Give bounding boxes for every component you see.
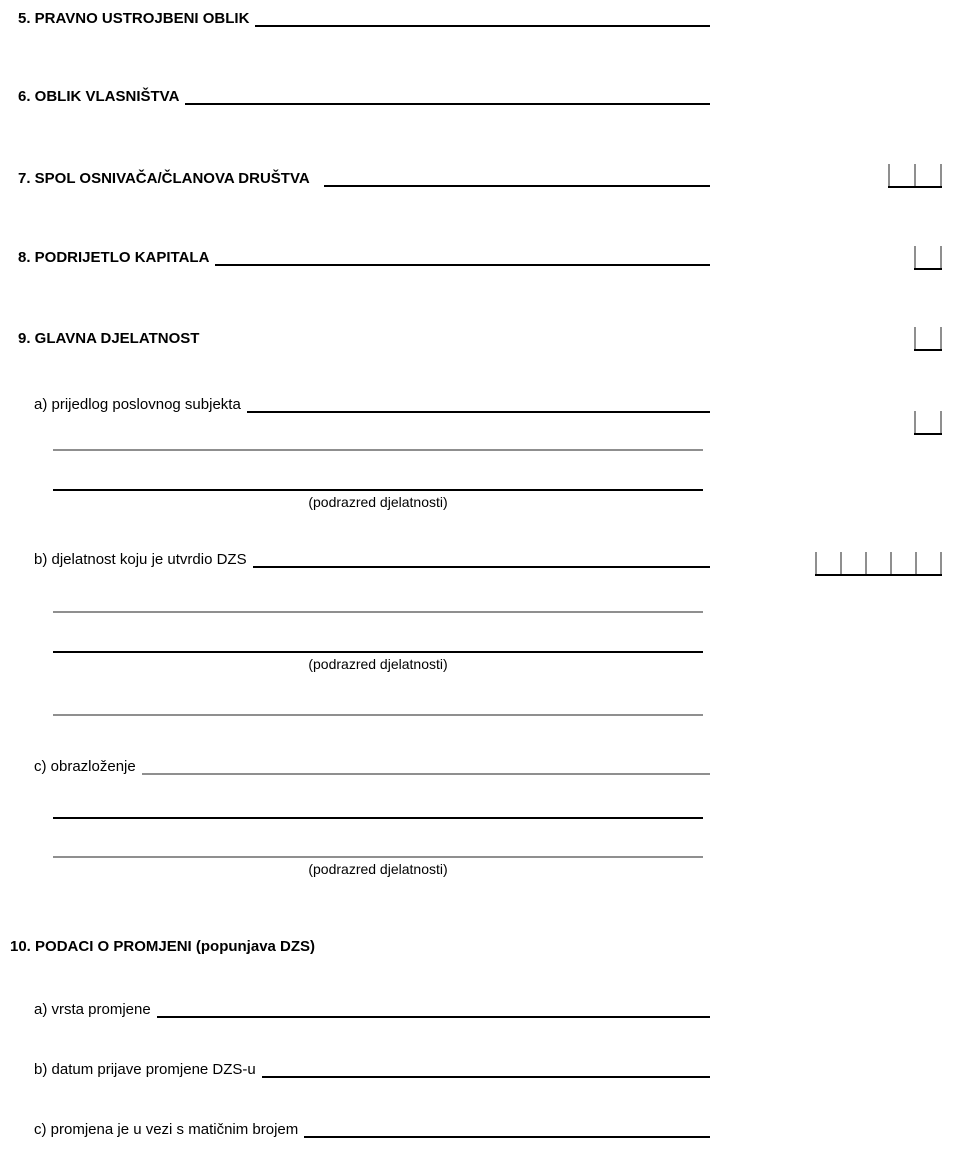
digit-cell[interactable] bbox=[890, 552, 915, 574]
form-item-9a bbox=[34, 396, 710, 414]
item9c-continuation-line-2[interactable] bbox=[53, 856, 703, 858]
item6-write-in-line[interactable] bbox=[185, 103, 710, 105]
item10a-write-in-line[interactable] bbox=[157, 1016, 710, 1018]
item9b-code-boxes bbox=[815, 552, 942, 576]
digit-cell[interactable] bbox=[815, 552, 840, 574]
item9c-subclass-caption: (podrazred djelatnosti) bbox=[308, 861, 448, 877]
item7-label: 7. SPOL OSNIVAČA/ČLANOVA DRUŠTVA bbox=[18, 170, 310, 187]
item9b-continuation-line-2[interactable] bbox=[53, 651, 703, 653]
form-item-6 bbox=[18, 88, 710, 106]
item10b-write-in-line[interactable] bbox=[262, 1076, 710, 1078]
item7-code-boxes bbox=[888, 164, 942, 188]
item8-label: 8. PODRIJETLO KAPITALA bbox=[18, 249, 210, 266]
digit-cell[interactable] bbox=[914, 246, 942, 268]
digit-cell[interactable] bbox=[840, 552, 865, 574]
item9c-label: c) obrazloženje bbox=[34, 758, 136, 775]
digit-cell[interactable] bbox=[888, 164, 914, 186]
form-item-9 bbox=[18, 330, 710, 348]
form-item-10a bbox=[34, 1001, 710, 1019]
item9a-write-in-line[interactable] bbox=[247, 411, 710, 413]
digit-cell[interactable] bbox=[914, 327, 942, 349]
item9b-subclass-caption: (podrazred djelatnosti) bbox=[308, 656, 448, 672]
item7-write-in-line[interactable] bbox=[324, 185, 710, 187]
digit-cell[interactable] bbox=[914, 164, 942, 186]
digit-cell[interactable] bbox=[914, 411, 942, 433]
item8-code-box bbox=[914, 246, 942, 270]
item9a-subclass-caption: (podrazred djelatnosti) bbox=[308, 494, 448, 510]
item5-label: 5. PRAVNO USTROJBENI OBLIK bbox=[18, 10, 250, 27]
item10c-write-in-line[interactable] bbox=[304, 1136, 710, 1138]
item9a-label: a) prijedlog poslovnog subjekta bbox=[34, 396, 241, 413]
form-item-8 bbox=[18, 249, 710, 267]
digit-cell[interactable] bbox=[915, 552, 942, 574]
item10a-label: a) vrsta promjene bbox=[34, 1001, 151, 1018]
item10c-label: c) promjena je u vezi s matičnim brojem bbox=[34, 1121, 299, 1138]
item9b-continuation-line-1[interactable] bbox=[53, 611, 703, 613]
item9b-write-in-line[interactable] bbox=[253, 566, 710, 568]
digit-cell[interactable] bbox=[865, 552, 890, 574]
item9c-write-in-line[interactable] bbox=[142, 773, 710, 775]
item9a-continuation-line-1[interactable] bbox=[53, 449, 703, 451]
item9a-code-box bbox=[914, 411, 942, 435]
item10b-label: b) datum prijave promjene DZS-u bbox=[34, 1061, 256, 1078]
item5-write-in-line[interactable] bbox=[255, 25, 710, 27]
item8-write-in-line[interactable] bbox=[215, 264, 710, 266]
item9b-continuation-line-3[interactable] bbox=[53, 714, 703, 716]
form-item-10b bbox=[34, 1061, 710, 1079]
item9a-continuation-line-2[interactable] bbox=[53, 489, 703, 491]
form-item-10 bbox=[10, 938, 710, 956]
form-item-7 bbox=[18, 170, 710, 188]
item9b-label: b) djelatnost koju je utvrdio DZS bbox=[34, 551, 247, 568]
item9-code-box bbox=[914, 327, 942, 351]
item9c-continuation-line-1[interactable] bbox=[53, 817, 703, 819]
form-item-9c bbox=[34, 758, 710, 776]
form-item-5 bbox=[18, 10, 710, 28]
item10-label: 10. PODACI O PROMJENI (popunjava DZS) bbox=[10, 938, 316, 955]
item9-label: 9. GLAVNA DJELATNOST bbox=[18, 330, 200, 347]
item6-label: 6. OBLIK VLASNIŠTVA bbox=[18, 88, 180, 105]
form-item-9b bbox=[34, 551, 710, 569]
form-item-10c bbox=[34, 1121, 710, 1139]
